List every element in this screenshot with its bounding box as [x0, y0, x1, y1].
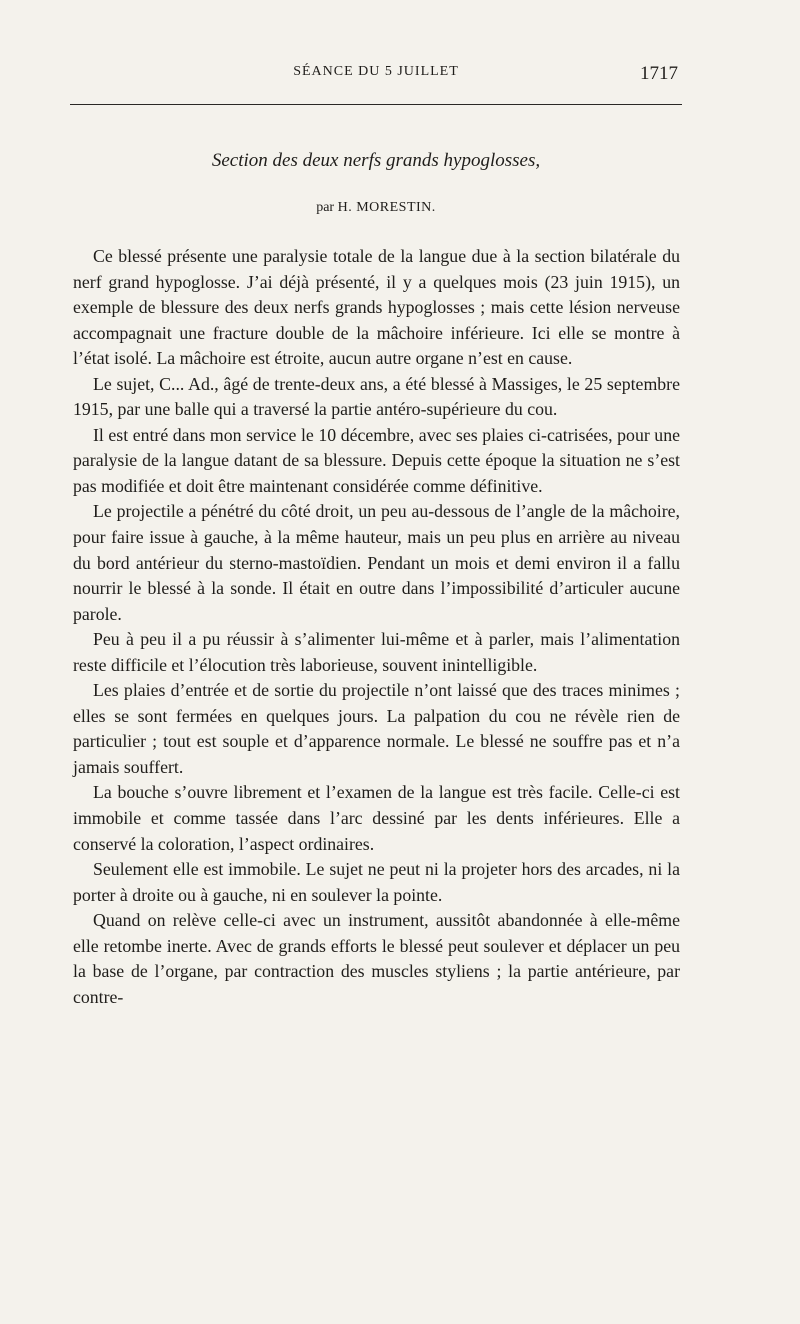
paragraph: Le projectile a pénétré du côté droit, un peu au-dessous de l’angle de la mâchoire, pour faire issue à gauche, à la même hauteur, mais un peu plus en arrière au niveau du bord antérieur du sterno-mastoïdien. Pendant un mois et demi environ il a fallu nourrir le blessé à la sonde. Il était en outre dans l’impossibilité d’articuler aucune parole. — [73, 501, 680, 624]
author-name: H. MORESTIN. — [337, 200, 436, 215]
running-header — [70, 64, 682, 86]
byline-prefix: par — [316, 200, 335, 215]
paragraph: Quand on relève celle-ci avec un instrument, aussitôt abandonnée à elle-même elle retombe inerte. Avec de grands efforts le blessé peut soulever et déplacer un peu la base de l’organe, par contraction des muscles styliens ; la partie antérieure, par contre- — [73, 910, 680, 1007]
page-number: 1717 — [640, 63, 678, 84]
paragraph: Le sujet, C... Ad., âgé de trente-deux ans, a été blessé à Massiges, le 25 septembre 1915, par une balle qui a traversé la partie antéro-supérieure du cou. — [73, 373, 680, 420]
article-title: Section des deux nerfs grands hypoglosses, — [211, 150, 541, 171]
paragraph: Peu à peu il a pu réussir à s’alimenter lui-même et à parler, mais l’alimentation reste difficile et l’élocution très laborieuse, souvent inintelligible. — [73, 629, 680, 675]
article-body — [73, 244, 680, 1010]
paragraph: Les plaies d’entrée et de sortie du projectile n’ont laissé que des traces minimes ; elles se sont fermées en quelques jours. La palpation du cou ne révèle rien de particulier ; tout est souple et d’apparence normale. Le blessé ne souffre pas et n’a jamais souffert. — [73, 680, 680, 777]
paragraph: La bouche s’ouvre librement et l’examen de la langue est très facile. Celle-ci est immobile et comme tassée dans l’arc dessiné par les dents inférieures. Elle a conservé la coloration, l’aspect ordinaires. — [73, 782, 680, 854]
running-title: SÉANCE DU 5 JUILLET — [293, 64, 459, 79]
header-rule — [70, 104, 682, 105]
paragraph: Seulement elle est immobile. Le sujet ne peut ni la projeter hors des arcades, ni la porter à droite ou à gauche, ni en soulever la pointe. — [73, 859, 680, 905]
byline — [70, 200, 682, 216]
paragraph: Ce blessé présente une paralysie totale de la langue due à la section bilatérale du nerf grand hypoglosse. J’ai déjà présenté, il y a quelques mois (23 juin 1915), un exemple de blessure des deux nerfs grands hypoglosses ; mais cette lésion nerveuse accompagnait une fracture double de la mâchoire inférieure. Ici elle se montre à l’état isolé. La mâchoire est étroite, aucun autre organe n’est en cause. — [73, 246, 680, 369]
paragraph: Il est entré dans mon service le 10 décembre, avec ses plaies ci-catrisées, pour une paralysie de la langue datant de sa blessure. Depuis cette époque la situation ne s’est pas modifiée et doit être maintenant considérée comme définitive. — [73, 424, 680, 496]
